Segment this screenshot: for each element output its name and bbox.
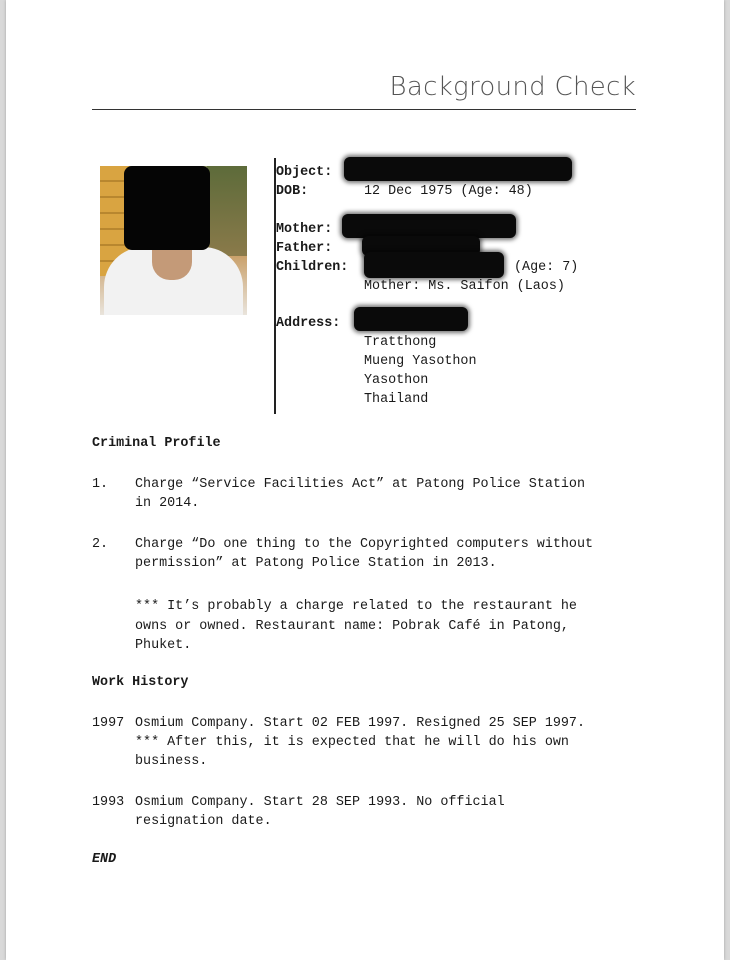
children-label: Children: bbox=[276, 260, 349, 275]
face-redaction bbox=[124, 166, 210, 250]
address-line: Mueng Yasothon bbox=[364, 354, 477, 369]
charge-number: 2. bbox=[92, 537, 109, 552]
document-page bbox=[6, 0, 724, 960]
end-marker: END bbox=[92, 852, 117, 867]
charge-text: in 2014. bbox=[135, 496, 200, 511]
work-entry-text: *** After this, it is expected that he will do his own bbox=[135, 735, 569, 750]
address-line: Thailand bbox=[364, 392, 429, 407]
mother-label: Mother: bbox=[276, 222, 333, 237]
address-redaction bbox=[354, 307, 468, 331]
father-label: Father: bbox=[276, 241, 333, 256]
object-label: Object: bbox=[276, 165, 333, 180]
charge-note: Phuket. bbox=[135, 638, 192, 653]
work-year: 1997 bbox=[92, 716, 125, 731]
child-age: (Age: 7) bbox=[514, 260, 579, 275]
charge-note: *** It’s probably a charge related to the restaurant he bbox=[135, 599, 577, 614]
work-year: 1993 bbox=[92, 795, 125, 810]
child-mother: Mother: Ms. Saifon (Laos) bbox=[364, 279, 565, 294]
address-label: Address: bbox=[276, 316, 341, 331]
object-redaction bbox=[344, 157, 572, 181]
dob-label: DOB: bbox=[276, 184, 309, 199]
charge-text: Charge “Do one thing to the Copyrighted computers without bbox=[135, 537, 594, 552]
work-entry-text: resignation date. bbox=[135, 814, 272, 829]
subject-photo bbox=[100, 166, 247, 315]
dob-value: 12 Dec 1975 (Age: 48) bbox=[364, 184, 533, 199]
photo-background-right bbox=[207, 166, 247, 256]
charge-text: Charge “Service Facilities Act” at Patong Police Station bbox=[135, 477, 585, 492]
work-entry-text: Osmium Company. Start 02 FEB 1997. Resigned 25 SEP 1997. bbox=[135, 716, 585, 731]
charge-number: 1. bbox=[92, 477, 109, 492]
address-line: Tratthong bbox=[364, 335, 437, 350]
document-title: Background Check bbox=[389, 72, 636, 102]
work-entry-text: business. bbox=[135, 754, 208, 769]
mother-redaction bbox=[342, 214, 516, 238]
criminal-profile-heading: Criminal Profile bbox=[92, 436, 221, 451]
title-divider bbox=[92, 109, 636, 110]
charge-text: permission” at Patong Police Station in 2013. bbox=[135, 556, 497, 571]
work-entry-text: Osmium Company. Start 28 SEP 1993. No official bbox=[135, 795, 505, 810]
work-history-heading: Work History bbox=[92, 675, 189, 690]
children-redaction bbox=[364, 252, 504, 278]
address-line: Yasothon bbox=[364, 373, 429, 388]
charge-note: owns or owned. Restaurant name: Pobrak Café in Patong, bbox=[135, 619, 569, 634]
